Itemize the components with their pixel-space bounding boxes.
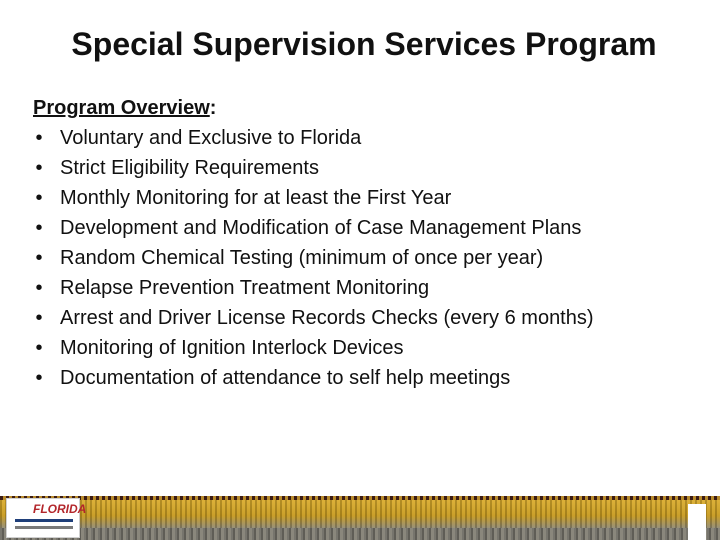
heading-label: Program Overview bbox=[33, 97, 210, 119]
logo-stripe bbox=[15, 526, 73, 529]
bullet-icon: • bbox=[35, 217, 43, 239]
list-item bbox=[33, 363, 713, 393]
bullet-list bbox=[33, 123, 713, 393]
program-overview-heading bbox=[33, 93, 713, 123]
list-item bbox=[33, 243, 713, 273]
bullet-icon: • bbox=[35, 157, 43, 179]
footer-border bbox=[0, 496, 720, 500]
bullet-icon: • bbox=[35, 247, 43, 269]
list-item-text: Relapse Prevention Treatment Monitoring bbox=[60, 277, 430, 299]
list-item bbox=[33, 153, 713, 183]
road-marker bbox=[688, 504, 706, 540]
list-item bbox=[33, 183, 713, 213]
list-item bbox=[33, 273, 713, 303]
bullet-icon: • bbox=[35, 127, 43, 149]
list-item-text: Documentation of attendance to self help meetings bbox=[60, 367, 511, 389]
list-item bbox=[33, 123, 713, 153]
footer-road-strip bbox=[0, 528, 720, 540]
logo-stripe bbox=[15, 519, 73, 522]
florida-logo bbox=[6, 498, 87, 538]
logo-text: FLORIDA bbox=[33, 502, 87, 516]
list-item bbox=[33, 303, 713, 333]
bullet-icon: • bbox=[35, 307, 43, 329]
list-item-text: Monthly Monitoring for at least the First Year bbox=[60, 187, 452, 209]
list-item bbox=[33, 213, 713, 243]
slide-content bbox=[33, 93, 713, 393]
list-item-text: Voluntary and Exclusive to Florida bbox=[60, 127, 362, 149]
list-item-text: Development and Modification of Case Management Plans bbox=[60, 217, 582, 239]
bullet-icon: • bbox=[35, 277, 43, 299]
list-item-text: Strict Eligibility Requirements bbox=[60, 157, 319, 179]
road-footer-banner bbox=[0, 496, 720, 540]
slide-title: Special Supervision Services Program bbox=[71, 26, 657, 62]
bullet-icon: • bbox=[35, 367, 43, 389]
list-item bbox=[33, 333, 713, 363]
bullet-icon: • bbox=[35, 187, 43, 209]
heading-colon: : bbox=[209, 97, 217, 119]
bullet-icon: • bbox=[35, 337, 43, 359]
list-item-text: Arrest and Driver License Records Checks (every 6 months) bbox=[60, 307, 594, 329]
list-item-text: Monitoring of Ignition Interlock Devices bbox=[60, 337, 404, 359]
list-item-text: Random Chemical Testing (minimum of once per year) bbox=[60, 247, 544, 269]
